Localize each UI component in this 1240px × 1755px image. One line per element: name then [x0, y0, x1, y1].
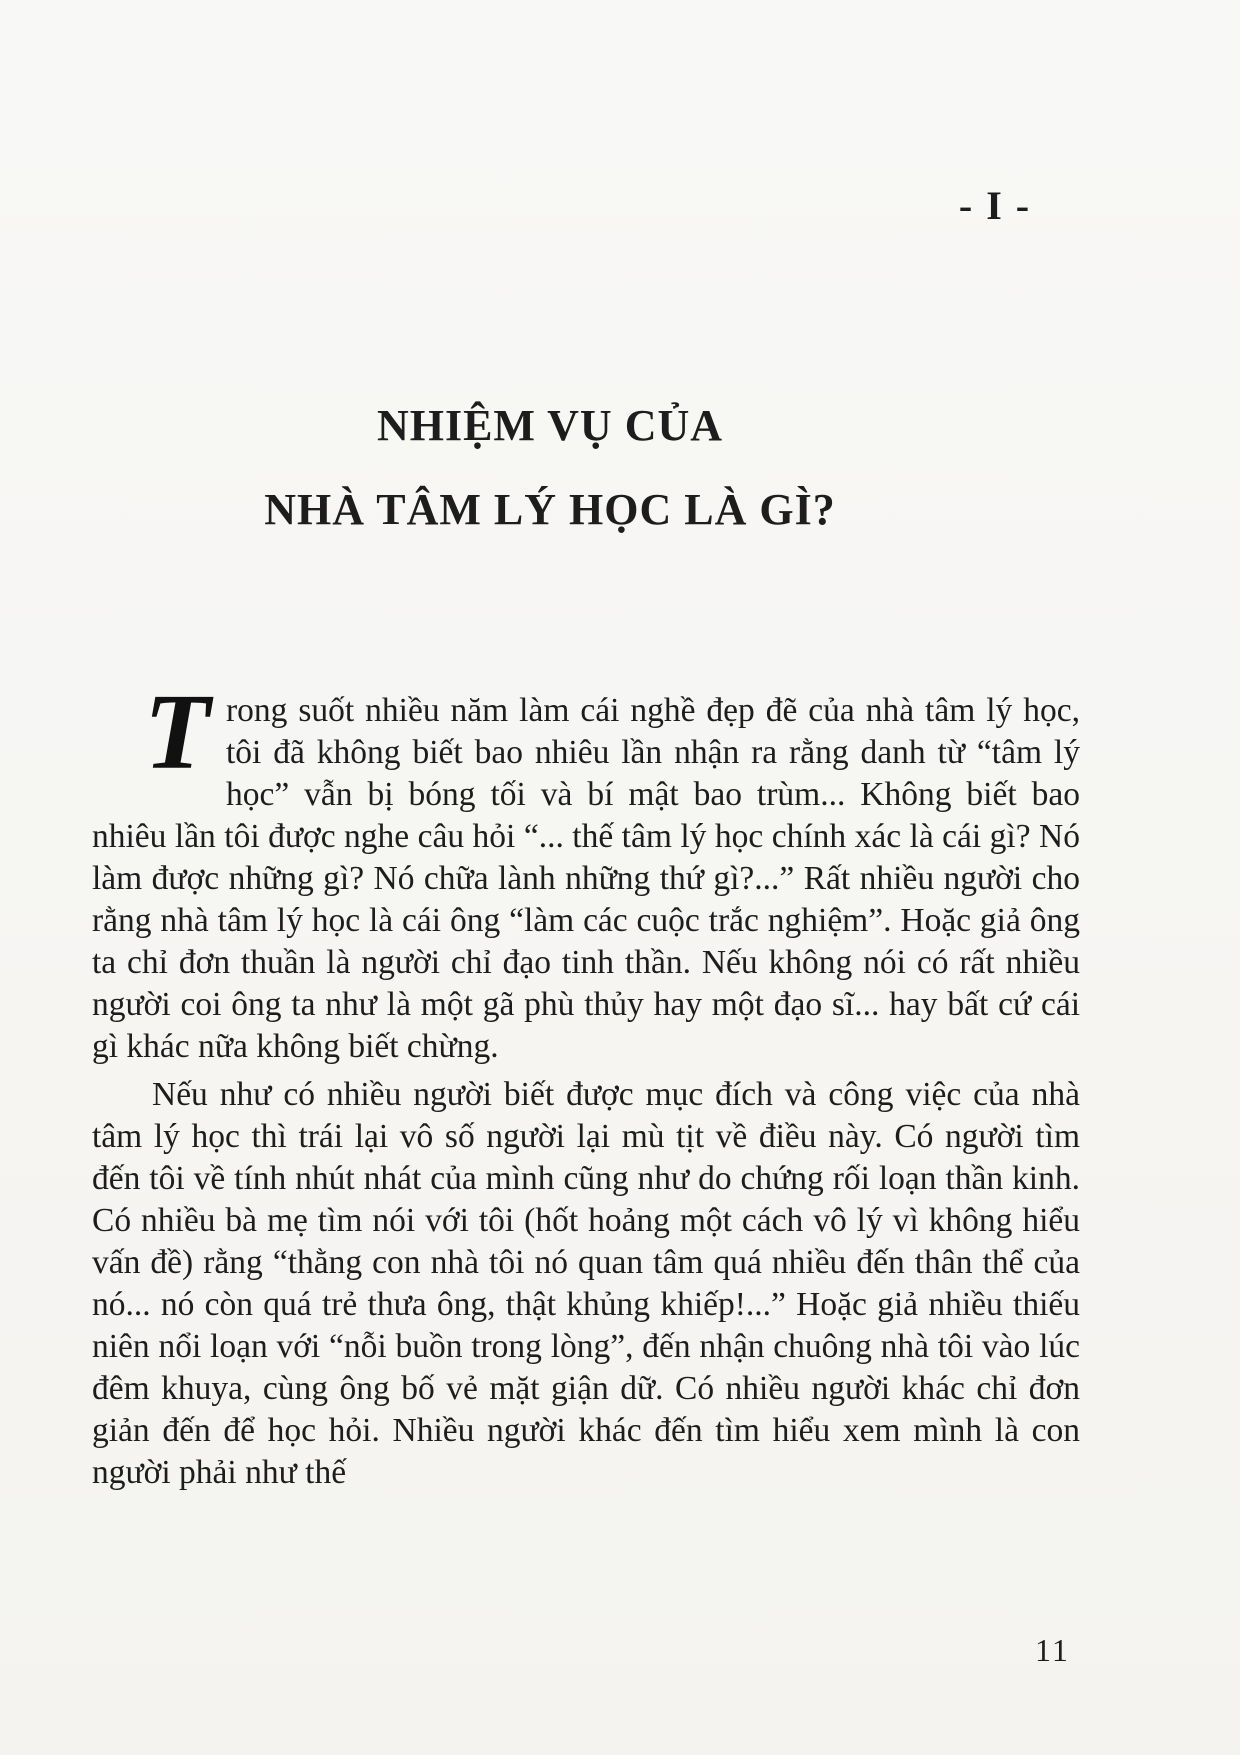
- body-text: [92, 673, 1080, 1500]
- paragraph-1-text: rong suốt nhiều năm làm cái nghề đẹp đẽ của nhà tâm lý học, tôi đã không biết bao nhiêu lần nhận ra rằng danh từ “tâm lý học” vẫn bị bóng tối và bí mật bao trùm... Không biết bao nhiêu lần tôi được nghe câu hỏi “... thế tâm lý học chính xác là cái gì? Nó làm được những gì? Nó chữa lành những thứ gì?...” Rất nhiều người cho rằng nhà tâm lý học là cái ông “làm các cuộc trắc nghiệm”. Hoặc giả ông ta chỉ đơn thuần là người chỉ đạo tinh thần. Nếu không nói có rất nhiều người coi ông ta như là một gã phù thủy hay một đạo sĩ... hay bất cứ cái gì khác nữa không biết chừng.: [92, 692, 1080, 1065]
- chapter-title-line-1: NHIỆM VỤ CỦA: [376, 401, 724, 450]
- chapter-number: - I -: [958, 183, 1032, 228]
- drop-cap: T: [144, 673, 210, 792]
- chapter-title-line-2: NHÀ TÂM LÝ HỌC LÀ GÌ?: [264, 485, 836, 534]
- page-number: 11: [1035, 1632, 1070, 1668]
- paragraph-1: [92, 673, 1080, 1068]
- chapter-title: [140, 384, 960, 552]
- paragraph-2: Nếu như có nhiều người biết được mục đích và công việc của nhà tâm lý học thì trái lại vô số người lại mù tịt về điều này. Có người tìm đến tôi về tính nhút nhát của mình cũng như do chứng rối loạn thần kinh. Có nhiều bà mẹ tìm nói với tôi (hốt hoảng một cách vô lý vì không hiểu vấn đề) rằng “thằng con nhà tôi nó quan tâm quá nhiều đến thân thể của nó... nó còn quá trẻ thưa ông, thật khủng khiếp!...” Hoặc giả nhiều thiếu niên nổi loạn với “nỗi buồn trong lòng”, đến nhận chuông nhà tôi vào lúc đêm khuya, cùng ông bố vẻ mặt giận dữ. Có nhiều người khác chỉ đơn giản đến để học hỏi. Nhiều người khác đến tìm hiểu xem mình là con người phải như thế: [92, 1076, 1080, 1491]
